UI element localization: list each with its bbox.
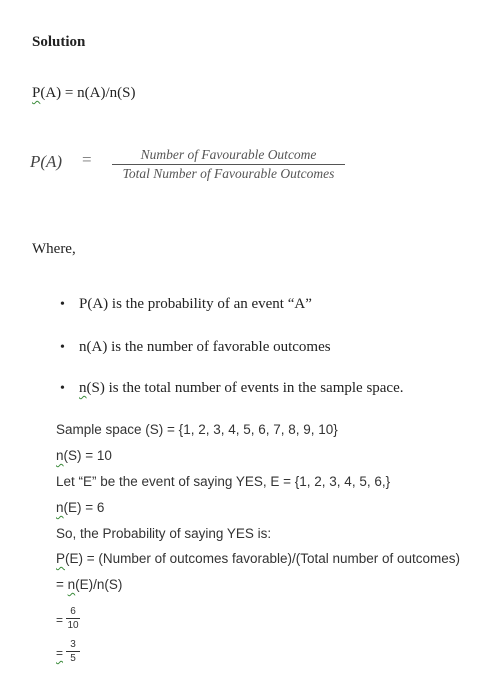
small-fraction-numerator: 6 xyxy=(70,606,76,617)
fraction-six-tenths: = 6 10 xyxy=(56,606,79,631)
bullet-dot: • xyxy=(60,381,65,396)
step-line: n(E) = 6 xyxy=(56,500,105,515)
step-line: P(E) = (Number of outcomes favorable)/(Total number of outcomes) xyxy=(56,551,461,566)
definition-item: P(A) is the probability of an event “A” xyxy=(79,296,312,312)
small-fraction-numerator: 3 xyxy=(70,639,76,650)
where-label: Where, xyxy=(32,241,76,257)
bullet-dot: • xyxy=(60,340,65,355)
formula-underlined-p: P xyxy=(32,85,41,101)
small-fraction-denominator: 5 xyxy=(70,653,76,664)
probability-formula xyxy=(32,85,135,102)
fraction-denominator: Total Number of Favourable Outcomes xyxy=(122,166,335,181)
small-fraction-bar xyxy=(66,651,80,652)
step-line: = n(E)/n(S) xyxy=(56,577,123,592)
definition-item: n(A) is the number of favorable outcomes xyxy=(79,339,331,355)
small-fraction-bar xyxy=(66,618,80,619)
step-line: Sample space (S) = {1, 2, 3, 4, 5, 6, 7, 8, 9, 10} xyxy=(56,422,338,437)
step-line: So, the Probability of saying YES is: xyxy=(56,526,272,541)
definition-item: n(S) is the total number of events in the sample space. xyxy=(79,380,404,396)
fraction-numerator: Number of Favourable Outcome xyxy=(140,147,317,162)
equation-equals: = xyxy=(82,150,92,169)
small-fraction-denominator: 10 xyxy=(67,620,79,631)
solution-heading: Solution xyxy=(32,34,86,50)
bullet-dot: • xyxy=(60,297,65,312)
fraction-three-fifths: = 3 5 xyxy=(56,639,80,667)
step-line: Let “E” be the event of saying YES, E = {1, 2, 3, 4, 5, 6,} xyxy=(56,474,391,489)
fraction-bar xyxy=(112,164,345,165)
step-line: n(S) = 10 xyxy=(56,448,112,463)
equation-lhs: P(A) xyxy=(30,152,63,171)
formula-rest: (A) = n(A)/n(S) xyxy=(40,85,136,101)
